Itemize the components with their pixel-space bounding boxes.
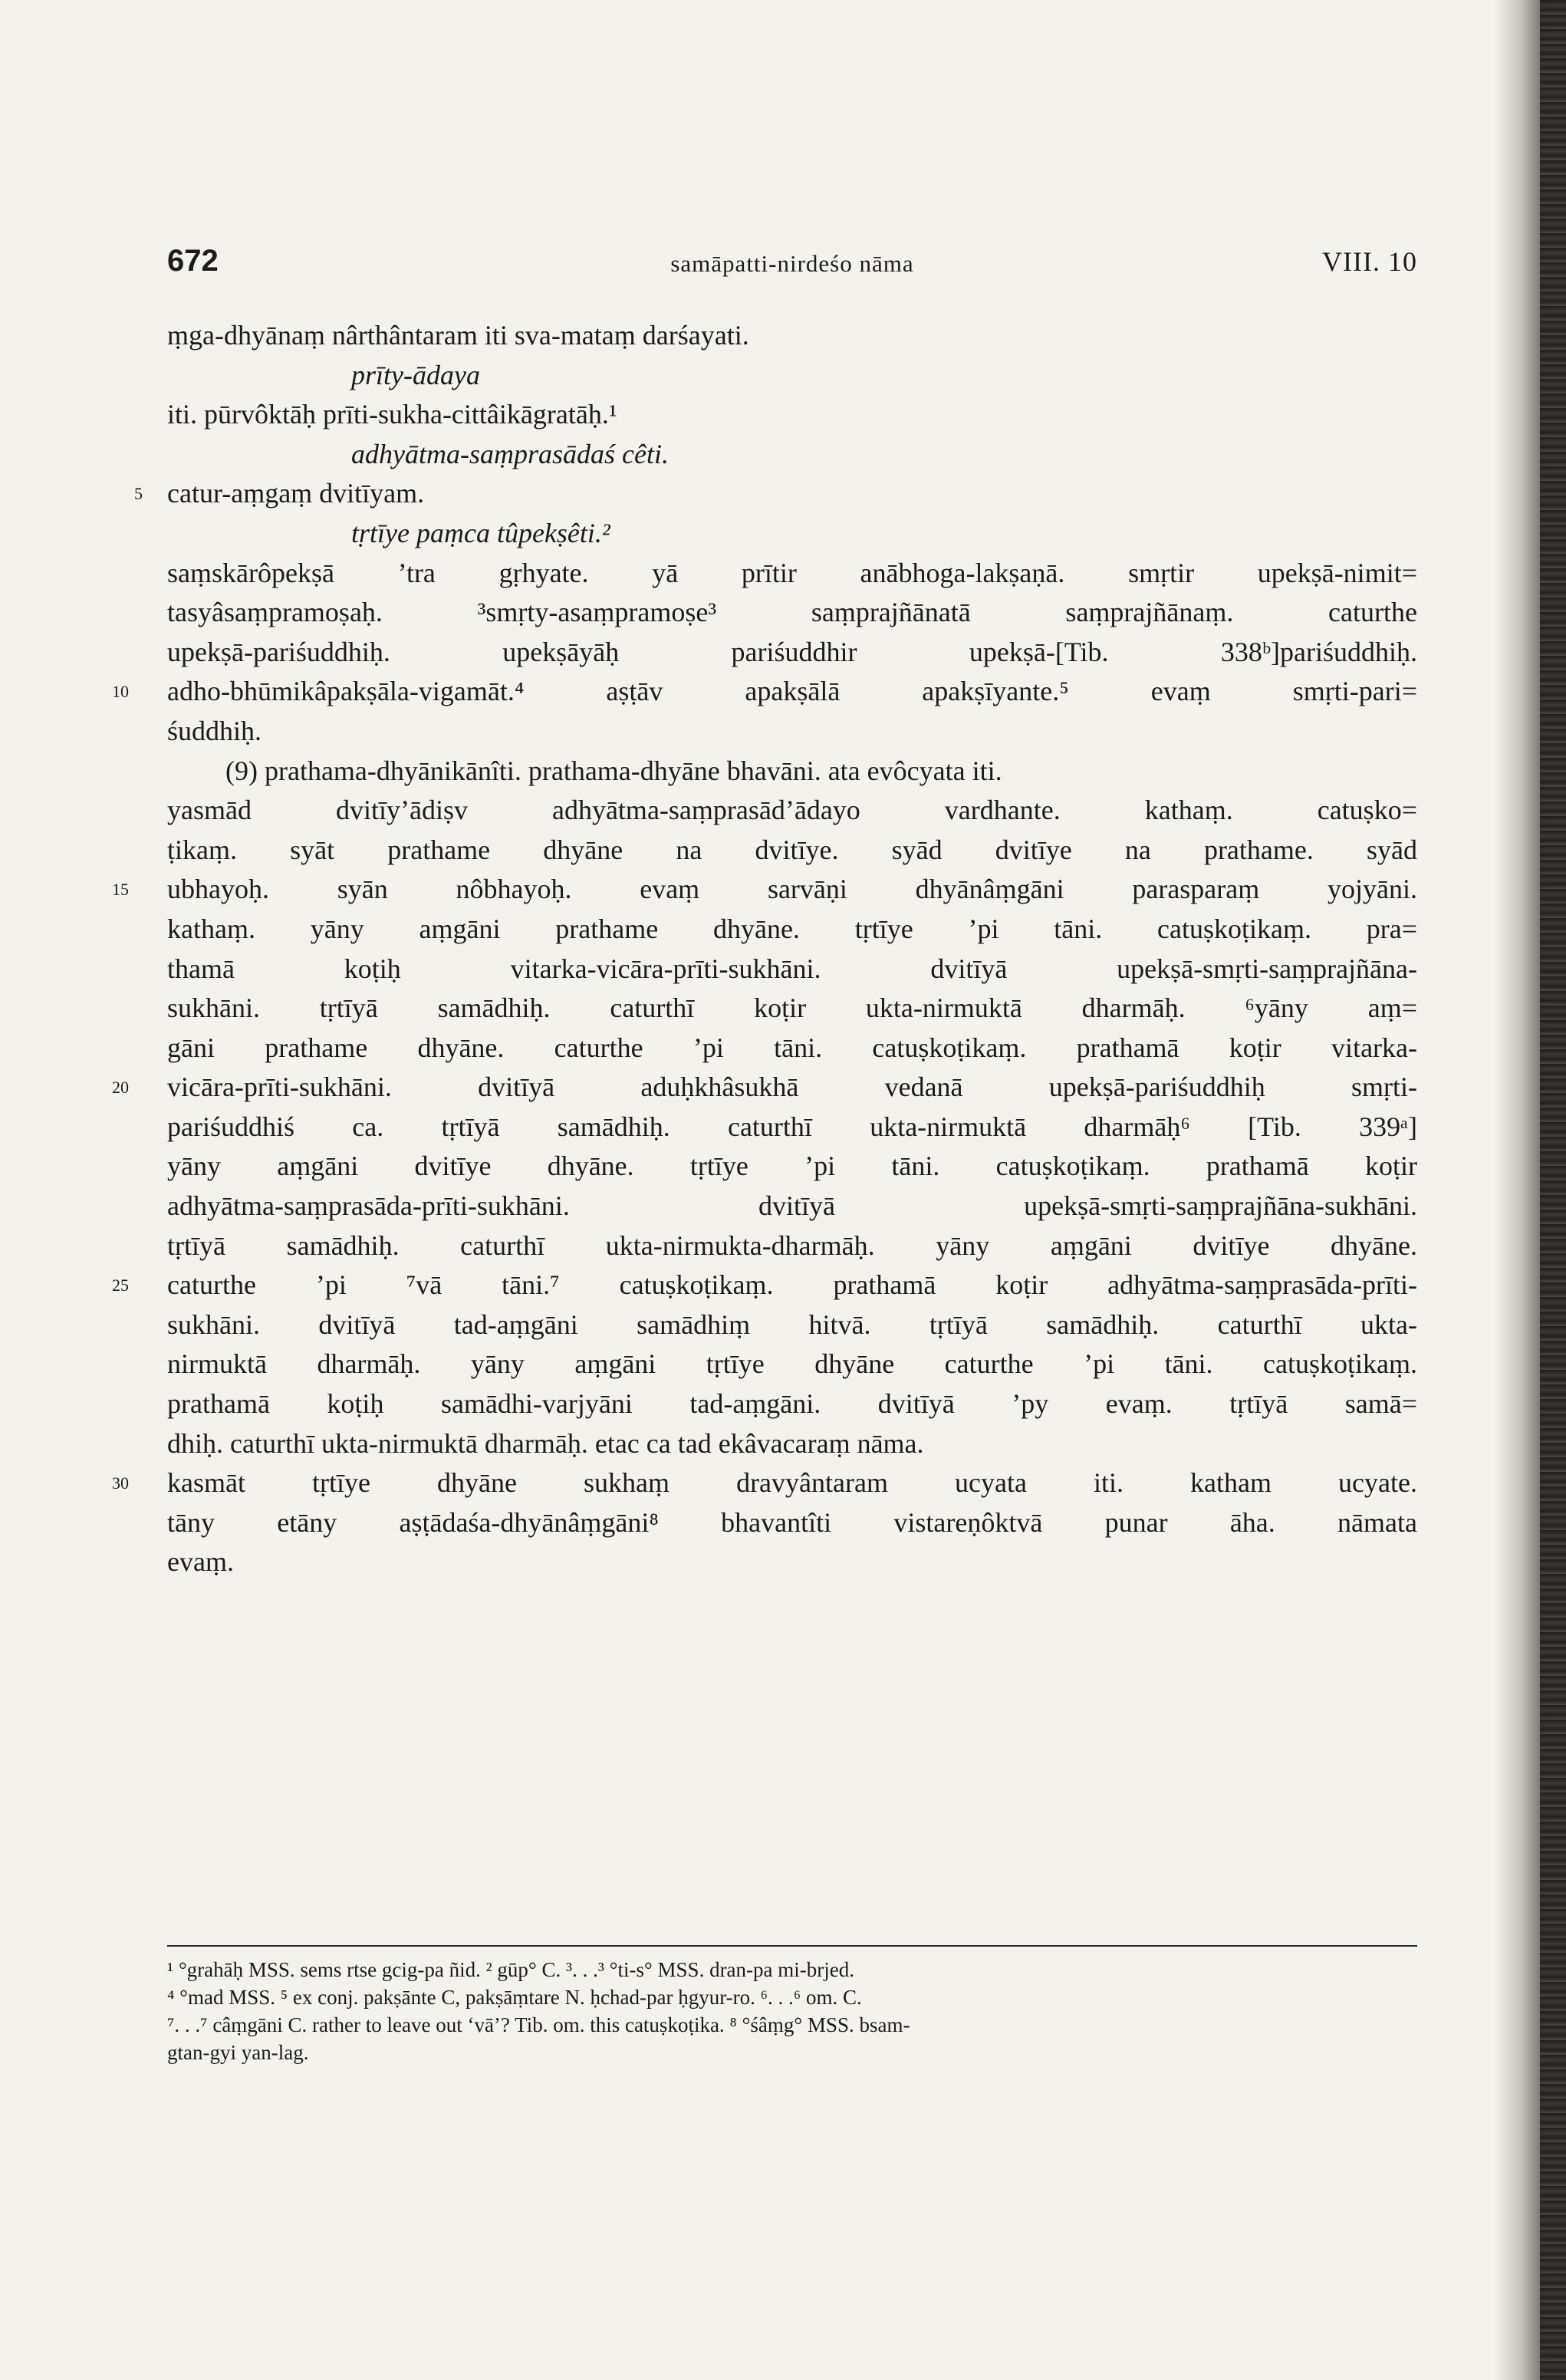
text-line	[112, 1266, 1417, 1305]
line-number: 30	[112, 1473, 129, 1493]
line-text: ṭikaṃ. syāt prathame dhyāne na dvitīye. syād dvitīye na prathame. syād	[167, 834, 1417, 865]
line-text: prathamā koṭiḥ samādhi-varjyāni tad-aṃgāni. dvitīyā ’py evaṃ. tṛtīyā samā=	[167, 1388, 1417, 1420]
line-text: adhyātma-saṃprasāda-prīti-sukhāni. dvitīyā upekṣā-smṛti-saṃprajñāna-sukhāni.	[167, 1190, 1417, 1222]
text-line	[167, 712, 1417, 752]
text-line	[167, 514, 1417, 554]
text-line	[167, 1503, 1417, 1543]
text-line	[167, 752, 1417, 792]
page-number: 672	[167, 244, 219, 278]
line-text: gāni prathame dhyāne. caturthe ’pi tāni. catuṣkoṭikaṃ. prathamā koṭir vitarka-	[167, 1032, 1417, 1063]
text-line	[112, 1463, 1417, 1503]
line-text: yāny aṃgāni dvitīye dhyāne. tṛtīye ’pi tāni. catuṣkoṭikaṃ. prathamā koṭir	[167, 1150, 1417, 1182]
main-text	[112, 316, 1417, 1582]
line-text: upekṣā-pariśuddhiḥ. upekṣāyāḥ pariśuddhir upekṣā-[Tib. 338ᵇ]pariśuddhiḥ.	[167, 636, 1417, 667]
page-binding-edge	[1540, 0, 1566, 2380]
text-line	[167, 593, 1417, 633]
text-line	[167, 791, 1417, 831]
line-text: adhyātma-saṃprasādaś cêti.	[351, 438, 669, 469]
text-line	[167, 1187, 1417, 1226]
line-number: 25	[112, 1276, 129, 1295]
text-line	[167, 1147, 1417, 1187]
text-line	[167, 1542, 1417, 1582]
line-text: catur-aṃgaṃ dvitīyam.	[167, 478, 425, 509]
footnote-line: ¹ °grahāḥ MSS. sems rtse gcig-pa ñid. ² gūp° C. ³. . .³ °ti-s° MSS. dran-pa mi-brjed.	[167, 1958, 854, 1981]
text-line	[112, 870, 1417, 910]
line-text: ubhayoḥ. syān nôbhayoḥ. evaṃ sarvāṇi dhyānâṃgāni parasparaṃ yojyāni.	[167, 874, 1417, 905]
line-number: 15	[112, 880, 129, 900]
text-line	[167, 435, 1417, 475]
line-text: prīty-ādaya	[351, 359, 480, 390]
text-line	[167, 1226, 1417, 1266]
text-line	[167, 1345, 1417, 1384]
line-text: kasmāt tṛtīye dhyāne sukhaṃ dravyântaram ucyata iti. katham ucyate.	[167, 1467, 1417, 1499]
line-text: ṃga-dhyānaṃ nârthântaram iti sva-mataṃ darśayati.	[167, 320, 749, 351]
text-line	[112, 672, 1417, 712]
line-text: nirmuktā dharmāḥ. yāny aṃgāni tṛtīye dhyāne caturthe ’pi tāni. catuṣkoṭikaṃ.	[167, 1348, 1417, 1380]
line-text: sukhāni. tṛtīyā samādhiḥ. caturthī koṭir ukta-nirmuktā dharmāḥ. ⁶yāny aṃ=	[167, 992, 1417, 1024]
line-text: sukhāni. dvitīyā tad-aṃgāni samādhiṃ hitvā. tṛtīyā samādhiḥ. caturthī ukta-	[167, 1309, 1417, 1340]
text-line	[167, 356, 1417, 396]
text-line	[167, 316, 1417, 356]
text-line	[167, 989, 1417, 1029]
line-text: śuddhiḥ.	[167, 715, 262, 746]
line-number: 5	[134, 484, 143, 504]
footnote-line: ⁷. . .⁷ câṃgāni C. rather to leave out ‘vā’? Tib. om. this catuṣkoṭika. ⁸ °śâṃg° MSS. bsam-	[167, 2013, 910, 2036]
line-text: kathaṃ. yāny aṃgāni prathame dhyāne. tṛtīye ’pi tāni. catuṣkoṭikaṃ. pra=	[167, 913, 1417, 944]
line-text: adho-bhūmikâpakṣāla-vigamāt.⁴ aṣṭāv apakṣālā apakṣīyante.⁵ evaṃ smṛti-pari=	[167, 676, 1417, 707]
line-number: 20	[112, 1078, 129, 1098]
footnotes	[167, 1956, 1417, 2066]
line-text: (9) prathama-dhyānikānîti. prathama-dhyāne bhavāni. ata evôcyata iti.	[225, 755, 1002, 786]
text-line	[112, 1068, 1417, 1108]
text-line	[167, 1424, 1417, 1464]
text-line	[167, 910, 1417, 950]
text-line	[167, 633, 1417, 673]
line-text: caturthe ’pi ⁷vā tāni.⁷ catuṣkoṭikaṃ. prathamā koṭir adhyātma-saṃprasāda-prīti-	[167, 1269, 1417, 1301]
text-line	[167, 554, 1417, 594]
section-number: VIII. 10	[1322, 246, 1417, 277]
page-header	[167, 244, 1417, 282]
running-title: samāpatti-nirdeśo nāma	[670, 250, 914, 277]
text-line	[167, 1029, 1417, 1068]
line-text: saṃskārôpekṣā ’tra gṛhyate. yā prītir anābhoga-lakṣaṇā. smṛtir upekṣā-nimit=	[167, 557, 1417, 588]
text-line	[134, 474, 1417, 514]
line-text: yasmād dvitīy’ādiṣv adhyātma-saṃprasād’ādayo vardhante. kathaṃ. catuṣko=	[167, 795, 1417, 826]
footnote-rule	[167, 1945, 1417, 1947]
footnote-line: ⁴ °mad MSS. ⁵ ex conj. pakṣānte C, pakṣāṃtare N. ḥchad-par ḥgyur-ro. ⁶. . .⁶ om. C.	[167, 1986, 862, 2009]
line-text: evaṃ.	[167, 1546, 234, 1578]
text-line	[167, 831, 1417, 871]
footnote-line: gtan-gyi yan-lag.	[167, 2041, 309, 2064]
text-line	[167, 950, 1417, 989]
line-text: iti. pūrvôktāḥ prīti-sukha-cittâikāgratāḥ.¹	[167, 399, 617, 430]
text-line	[167, 1108, 1417, 1147]
line-text: tṛtīye paṃca tûpekṣêti.²	[351, 517, 610, 548]
text-line	[167, 1384, 1417, 1424]
line-text: tṛtīyā samādhiḥ. caturthī ukta-nirmukta-dharmāḥ. yāny aṃgāni dvitīye dhyāne.	[167, 1230, 1417, 1261]
line-number: 10	[112, 682, 129, 702]
line-text: thamā koṭiḥ vitarka-vicāra-prīti-sukhāni. dvitīyā upekṣā-smṛti-saṃprajñāna-	[167, 953, 1417, 984]
line-text: vicāra-prīti-sukhāni. dvitīyā aduḥkhâsukhā vedanā upekṣā-pariśuddhiḥ smṛti-	[167, 1071, 1417, 1103]
line-text: pariśuddhiś ca. tṛtīyā samādhiḥ. caturthī ukta-nirmuktā dharmāḥ⁶ [Tib. 339ᵃ]	[167, 1111, 1417, 1142]
line-text: tasyâsaṃpramoṣaḥ. ³smṛty-asaṃpramoṣe³ saṃprajñānatā saṃprajñānaṃ. caturthe	[167, 597, 1417, 628]
text-line	[167, 1305, 1417, 1345]
text-line	[167, 395, 1417, 435]
line-text: dhiḥ. caturthī ukta-nirmuktā dharmāḥ. etac ca tad ekâvacaraṃ nāma.	[167, 1427, 924, 1459]
line-text: tāny etāny aṣṭādaśa-dhyānâṃgāni⁸ bhavantîti vistareṇôktvā punar āha. nāmata	[167, 1506, 1417, 1538]
